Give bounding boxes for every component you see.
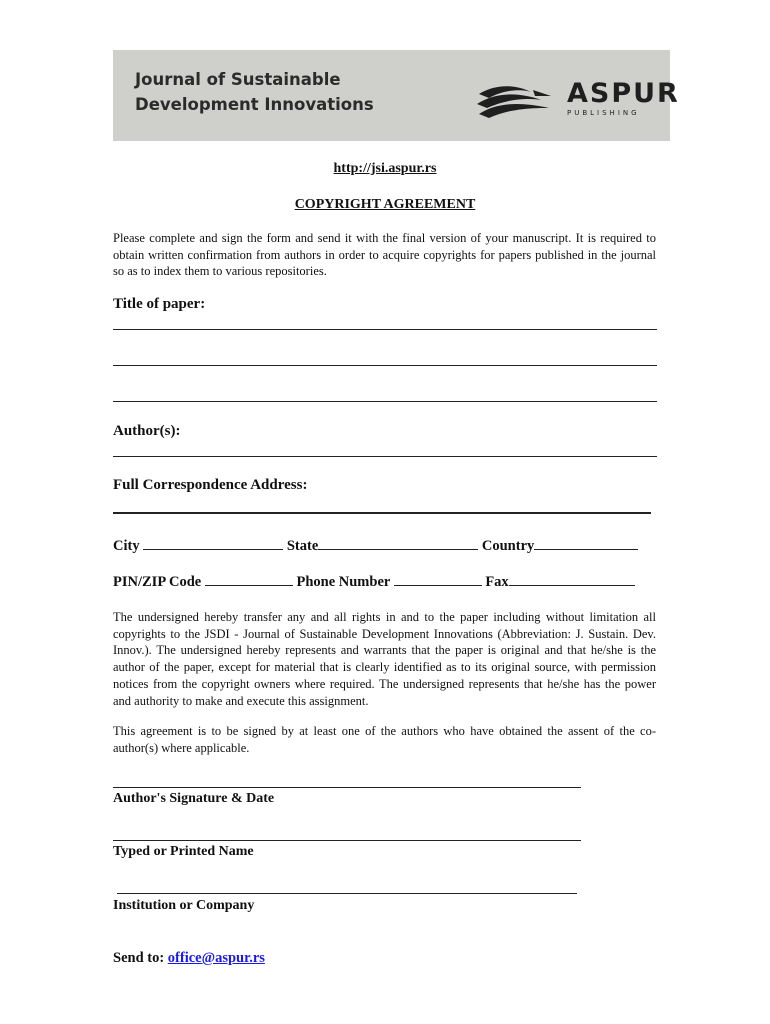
journal-url[interactable]: http://jsi.aspur.rs: [333, 161, 437, 176]
fax-label: Fax: [485, 574, 509, 590]
send-label: Send to:: [113, 950, 165, 966]
wave-logo-icon: [475, 80, 555, 120]
send-to: [113, 950, 265, 967]
signature-label: Author's Signature & Date: [113, 791, 275, 806]
zip-field[interactable]: [205, 573, 293, 586]
title-line-1[interactable]: [113, 329, 657, 330]
journal-title: Journal of Sustainable Development Innovations: [135, 70, 374, 114]
phone-field[interactable]: [394, 573, 482, 586]
city-field[interactable]: [143, 537, 283, 550]
city-row: [113, 537, 658, 555]
signing-paragraph: This agreement is to be signed by at least one of the authors who have obtained the assent of the co-author(s) where applicable.: [113, 724, 656, 755]
printed-name-line[interactable]: [113, 840, 581, 841]
address-line[interactable]: [113, 512, 651, 514]
title-label: Title of paper:: [113, 296, 206, 312]
state-label: State: [286, 538, 319, 554]
title-line-3[interactable]: [113, 401, 657, 402]
zip-row: [113, 573, 658, 591]
authors-label: Author(s):: [113, 423, 181, 439]
email-link[interactable]: office@aspur.rs: [167, 950, 265, 966]
printed-name-label: Typed or Printed Name: [113, 844, 254, 859]
intro-paragraph: Please complete and sign the form and send it with the final version of your manuscript. It is required to obtain written confirmation from authors in order to acquire copyrights for papers published in the journal so as to index them to various repositories.: [113, 231, 656, 279]
logo-subtitle: PUBLISHING: [567, 109, 640, 117]
fax-field[interactable]: [509, 573, 635, 586]
country-field[interactable]: [534, 537, 638, 550]
institution-line[interactable]: [117, 893, 577, 894]
transfer-paragraph: The undersigned hereby transfer any and all rights in and to the paper including without limitation all copyrights to the JSDI - Journal of Sustainable Development Innovations (Abbreviation: J. Sustain. Dev. Innov.). The undersigned hereby represents and warrants that the paper is original and that he/she is the author of the paper, except for material that is clearly identified as to its original source, with permission notices from the copyright owners where required. The undersigned represents that he/she has the power and authority to make and execute this assignment.: [113, 610, 656, 708]
journal-header: [113, 50, 680, 141]
address-label: Full Correspondence Address:: [113, 477, 308, 493]
institution-label: Institution or Company: [113, 898, 255, 913]
country-label: Country: [481, 538, 535, 554]
zip-label: PIN/ZIP Code: [113, 574, 202, 590]
authors-line[interactable]: [113, 456, 657, 457]
state-field[interactable]: [318, 537, 478, 550]
aspur-logo: [475, 77, 680, 122]
city-label: City: [113, 538, 140, 554]
phone-label: Phone Number: [296, 574, 391, 590]
signature-line[interactable]: [113, 787, 581, 788]
agreement-heading: COPYRIGHT AGREEMENT: [294, 197, 476, 212]
title-line-2[interactable]: [113, 365, 657, 366]
logo-name: ASPUR: [567, 78, 680, 109]
